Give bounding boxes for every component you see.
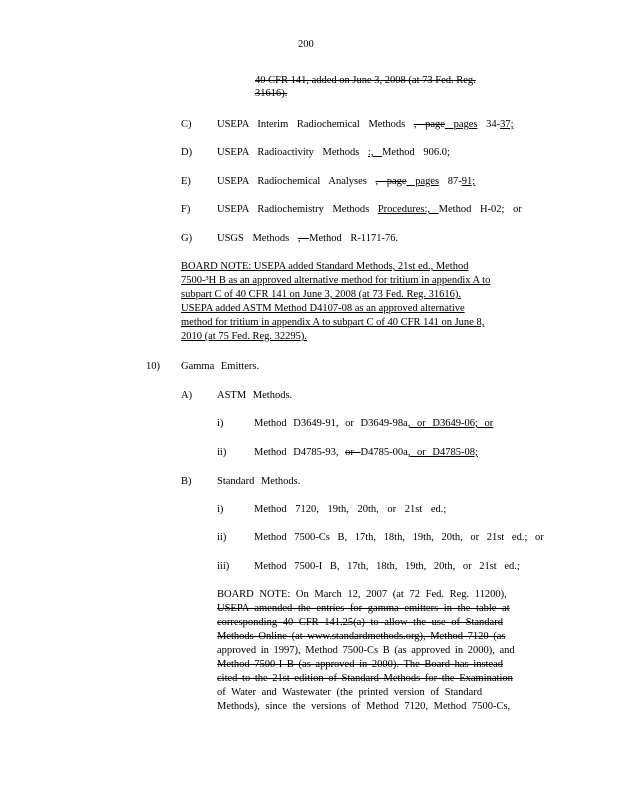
board-note-1-line: 2010 (at 75 Fed. Reg. 32295).	[181, 331, 307, 342]
page-number: 200	[298, 39, 314, 50]
board-note-2	[217, 588, 535, 714]
item-label: C)	[181, 119, 192, 130]
item-text: USEPA Radiochemistry Methods Procedures:, Method H-02; or	[217, 204, 522, 215]
item-text: Method 7500-Cs B, 17th, 18th, 19th, 20th, or 21st ed.; or	[254, 532, 544, 543]
item-label: ii)	[217, 447, 227, 458]
board-note-2-line: of Water and Wastewater (the printed version of Standard	[217, 687, 483, 698]
item-label: F)	[181, 204, 191, 215]
item-label: i)	[217, 504, 224, 515]
board-note-1-line: 7500-³H B as an approved alternative method for tritium in appendix A to	[181, 275, 491, 286]
item-text: USEPA Radioactivity Methods :, Method 906.0;	[217, 147, 450, 158]
item-text: Method D3649-91, or D3649-98a, or D3649-06; or	[254, 418, 494, 429]
section-10-label: 10)	[146, 361, 160, 372]
section-10-title: Gamma Emitters.	[181, 361, 260, 372]
board-note-1	[181, 260, 541, 344]
board-note-2-line: corresponding 40 CFR 141.25(a) to allow the use of Standard	[217, 617, 503, 628]
board-note-2-line: cited to the 21st edition of Standard Methods for the Examination	[217, 673, 513, 684]
board-note-1-line: method for tritium in appendix A to subpart C of 40 CFR 141 on June 8,	[181, 317, 485, 328]
board-note-2-line: BOARD NOTE: On March 12, 2007 (at 72 Fed. Reg. 11200),	[217, 589, 507, 600]
subsection-a-label: A)	[181, 390, 193, 401]
subsection-b-label: B)	[181, 476, 192, 487]
board-note-2-line: USEPA amended the entries for gamma emitters in the table at	[217, 603, 510, 614]
item-text: Method D4785-93, or D4785-00a, or D4785-08;	[254, 447, 478, 458]
item-label: G)	[181, 233, 193, 244]
board-note-2-line: Method 7500-I B (as approved in 2000). The Board has instead	[217, 659, 504, 670]
item-label: D)	[181, 147, 193, 158]
board-note-2-line: approved in 1997), Method 7500-Cs B (as approved in 2000), and	[217, 645, 515, 656]
board-note-1-line: USEPA added ASTM Method D4107-08 as an approved alternative	[181, 303, 465, 314]
item-text: USEPA Radiochemical Analyses , page pages 87-91;	[217, 176, 476, 187]
item-label: iii)	[217, 561, 230, 572]
item-label: ii)	[217, 532, 227, 543]
board-note-1-line: BOARD NOTE: USEPA added Standard Methods, 21st ed., Method	[181, 261, 469, 272]
item-text: Method 7500-I B, 17th, 18th, 19th, 20th, or 21st ed.;	[254, 561, 520, 572]
item-text: USEPA Interim Radiochemical Methods , page pages 34-37;	[217, 119, 514, 130]
board-note-2-line: Methods), since the versions of Method 7120, Method 7500-Cs,	[217, 701, 511, 712]
board-note-1-line: subpart C of 40 CFR 141 on June 3, 2008 (at 73 Fed. Reg. 31616).	[181, 289, 461, 300]
top-fragment-line-1: 40 CFR 141, added on June 3, 2008 (at 73 Fed. Reg.	[255, 75, 476, 86]
top-fragment-line-2: 31616).	[255, 88, 288, 99]
item-text: Method 7120, 19th, 20th, or 21st ed.;	[254, 504, 447, 515]
board-note-2-line: Methods Online (at www.standardmethods.org), Method 7120 (as	[217, 631, 506, 642]
item-label: i)	[217, 418, 224, 429]
subsection-b-title: Standard Methods.	[217, 476, 301, 487]
item-label: E)	[181, 176, 191, 187]
subsection-a-title: ASTM Methods.	[217, 390, 293, 401]
item-text: USGS Methods , Method R-1171-76.	[217, 233, 399, 244]
